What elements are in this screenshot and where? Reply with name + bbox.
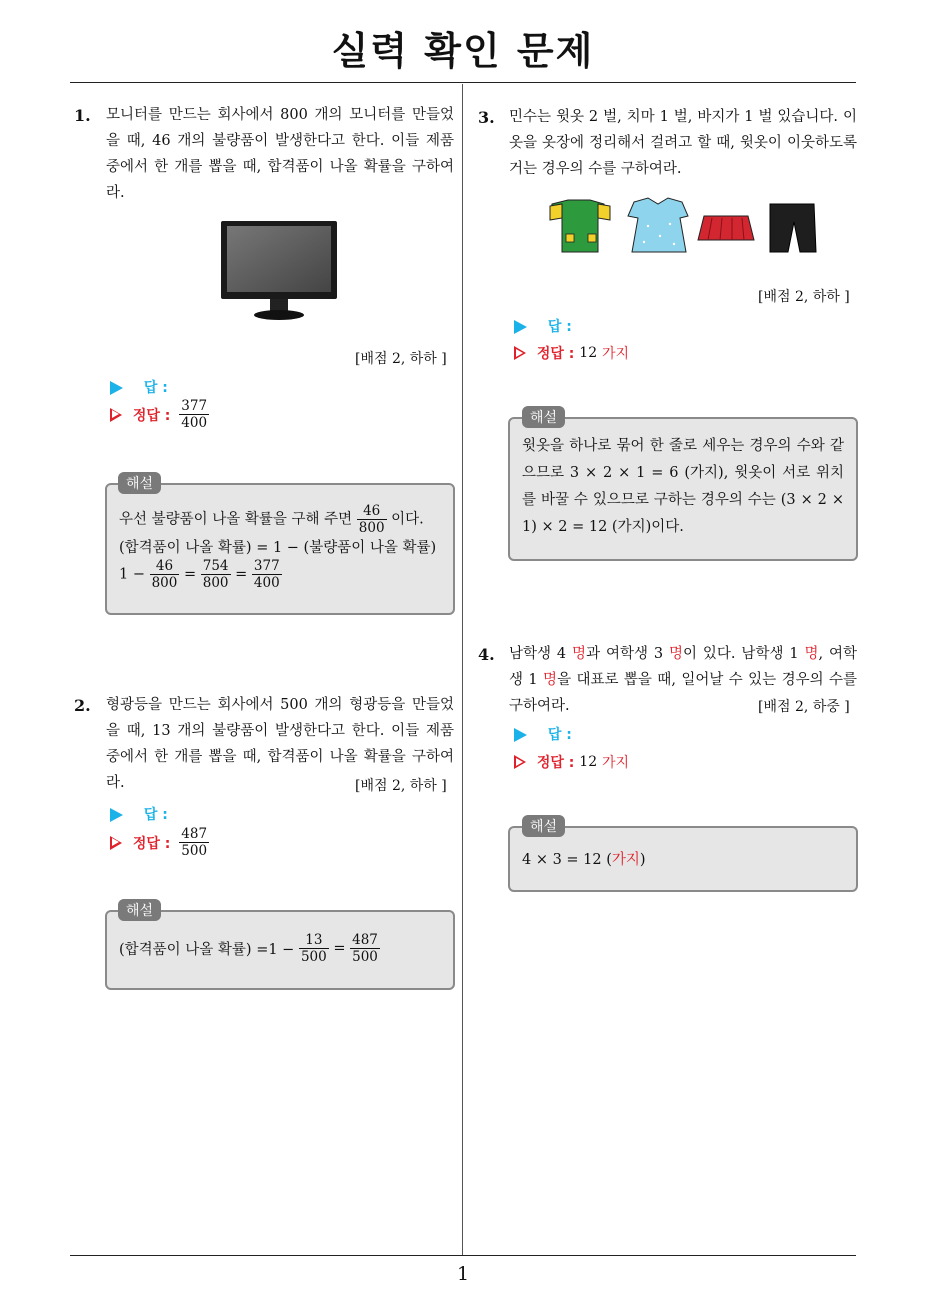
outline-play-icon xyxy=(110,408,122,422)
q4-explanation-text: 4 × 3 = 12 (가지) xyxy=(522,852,646,868)
q1-number: 1. xyxy=(74,106,91,125)
q2-explanation-box xyxy=(105,910,455,990)
outline-play-icon xyxy=(110,836,122,850)
play-icon xyxy=(110,381,123,395)
q4-meta: [배점 2, 하중 ] xyxy=(758,699,850,715)
q3-number: 3. xyxy=(478,108,495,127)
bottom-rule xyxy=(70,1255,856,1256)
q1-exp-fraction: $\frac{46}{800}$ xyxy=(358,503,385,536)
q1-explanation-box xyxy=(105,483,455,615)
q2-answer-row xyxy=(110,804,168,824)
q2-exp-line: (합격품이 나올 확률) =1 − $\frac{13}{500}$ = $\frac{487}{500}$ xyxy=(119,932,378,965)
q3-body: 민수는 윗옷 2 벌, 치마 1 벌, 바지가 1 벌 있습니다. 이 옷을 옷장에 정리해서 걸려고 할 때, 윗옷이 이웃하도록 거는 경우의 수를 구하여라. xyxy=(509,109,857,177)
q4-correct-label: 정답 : xyxy=(536,755,575,771)
q2-body: 형광등을 만드는 회사에서 500 개의 형광등을 만들었을 때, 13 개의 불량품이 발생한다고 한다. 이들 제품 중에서 한 개를 뽑을 때, 합격품이 나올 확률을 구하여라. xyxy=(106,697,454,791)
q1-meta: [배점 2, 하하 ] xyxy=(355,351,447,367)
q1-answer-fraction: $\frac{377}{400}$ xyxy=(181,398,208,431)
q1-body: 모니터를 만드는 회사에서 800 개의 모니터를 만들었을 때, 46 개의 불량품이 발생한다고 한다. 이들 제품 중에서 한 개를 뽑을 때, 합격품이 나올 확률을 구하여라. xyxy=(106,107,454,201)
q3-correct-label: 정답 : xyxy=(536,346,575,362)
monitor-image xyxy=(220,220,338,322)
q1-answer-row xyxy=(110,377,168,397)
q1-correct-row xyxy=(110,398,209,431)
q1-text xyxy=(106,102,454,206)
q1-correct-label: 정답 : xyxy=(132,407,171,424)
page-title: 실력 확인 문제 xyxy=(331,29,595,73)
q3-answer-row xyxy=(514,316,572,336)
q3-answer-label: 답 : xyxy=(547,319,572,335)
q4-body: 남학생 4 명과 여학생 3 명이 있다. 남학생 1 명, 여학생 1 명을 대표로 뽑을 때, 일어날 수 있는 경우의 수를 구하여라. xyxy=(509,646,858,714)
play-icon xyxy=(514,728,527,742)
q2-correct-row xyxy=(110,826,209,859)
q3-text xyxy=(509,104,857,182)
q4-correct-row xyxy=(514,752,629,772)
q3-explanation-text: 윗옷을 하나로 묶어 한 줄로 세우는 경우의 수와 같으므로 3 × 2 × 1 = 6 (가지), 윗옷이 서로 위치를 바꿀 수 있으므로 구하는 경우의 수는 (3 × 2 × 1) × 2 = 12 (가지)이다. xyxy=(522,438,844,535)
q3-explanation-tag: 해설 xyxy=(522,406,565,428)
q4-number: 4. xyxy=(478,645,495,664)
q4-answer-row xyxy=(514,724,572,744)
play-icon xyxy=(110,808,123,822)
q2-explanation-tag: 해설 xyxy=(118,899,161,921)
q4-answer-unit: 가지 xyxy=(601,755,630,771)
q3-answer-value: 12 xyxy=(579,345,598,361)
q1-answer-label: 답 : xyxy=(143,380,168,396)
page-number: 1 xyxy=(456,1263,470,1285)
clothes-image xyxy=(548,196,818,258)
q1-explanation-tag: 해설 xyxy=(118,472,161,494)
play-icon xyxy=(514,320,527,334)
q3-explanation-box xyxy=(508,417,858,561)
q1-exp-line3: 1 − $\frac{46}{800}$ = $\frac{754}{800}$ = $\frac{377}{400}$ xyxy=(119,558,280,591)
q4-answer-value: 12 xyxy=(579,754,598,770)
q2-meta: [배점 2, 하하 ] xyxy=(355,778,447,794)
top-rule xyxy=(70,82,856,83)
q4-answer-label: 답 : xyxy=(547,727,572,743)
outline-play-icon xyxy=(514,755,526,769)
q2-correct-label: 정답 : xyxy=(132,835,171,852)
column-divider xyxy=(462,84,463,1256)
q4-explanation-tag: 해설 xyxy=(522,815,565,837)
q3-answer-unit: 가지 xyxy=(601,346,630,362)
q2-number: 2. xyxy=(74,696,91,715)
outline-play-icon xyxy=(514,346,526,360)
q3-correct-row xyxy=(514,343,629,363)
q3-meta: [배점 2, 하하 ] xyxy=(758,289,850,305)
q2-answer-fraction: $\frac{487}{500}$ xyxy=(181,826,208,859)
q1-exp-line2: (합격품이 나올 확률) = 1 − (불량품이 나올 확률) xyxy=(119,540,437,556)
q2-answer-label: 답 : xyxy=(143,807,168,823)
q1-exp-line1: 우선 불량품이 나올 확률을 구해 주면 $\frac{46}{800}$ 이다. xyxy=(119,503,424,536)
